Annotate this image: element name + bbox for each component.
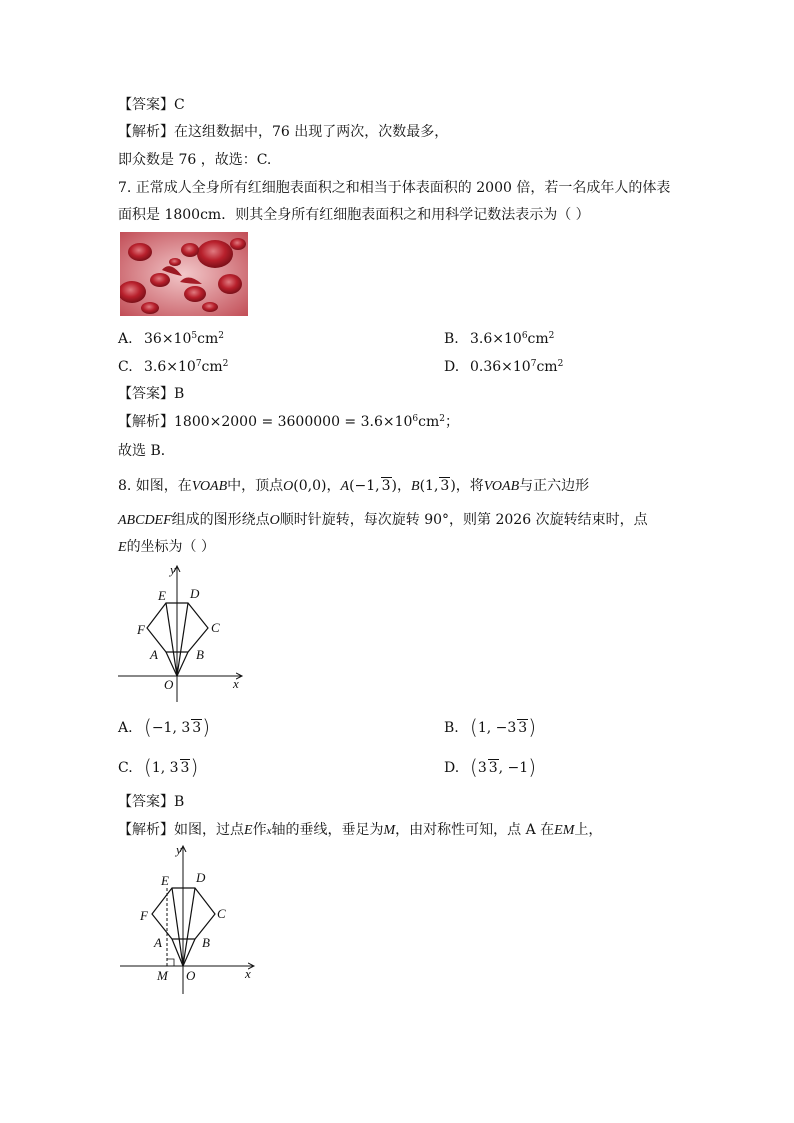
fig1-label-d: D [190, 586, 200, 601]
red-blood-cells-image [120, 232, 248, 316]
fig2-label-y: y [176, 842, 182, 857]
q8-figure [118, 562, 258, 707]
q8-answer: 【答案】B [118, 794, 185, 810]
fig1-label-o: O [164, 677, 174, 692]
fig2-label-d: D [196, 870, 206, 885]
q8-option-b[interactable]: B. (1, −3 3) [444, 715, 536, 739]
q8-analysis-figure [120, 842, 270, 997]
fig1-label-e: E [158, 588, 166, 603]
q8-stem-line3: E的坐标为（ ） [118, 539, 216, 555]
fig1-label-a: A [150, 647, 158, 662]
q8-analysis: 【解析】如图，过点E作x轴的垂线，垂足为M，由对称性可知，点 A 在EM上， [118, 822, 603, 838]
q8-option-d[interactable]: D. (3 3, −1) [444, 755, 537, 779]
fig2-label-e: E [161, 873, 169, 888]
fig2-label-x: x [245, 966, 251, 981]
fig1-label-y: y [170, 562, 176, 577]
fig2-label-a: A [154, 935, 162, 950]
fig2-label-o: O [186, 968, 196, 983]
q7-stem-line2: 面积是 1800cm．则其全身所有红细胞表面积之和用科学记数法表示为（ ） [118, 207, 590, 223]
q6-analysis-line1: 【解析】在这组数据中，76 出现了两次，次数最多， [118, 124, 449, 140]
q6-analysis-line2: 即众数是 76 ，故选：C. [118, 152, 272, 168]
fig2-label-m: M [157, 968, 168, 983]
fig1-label-b: B [196, 647, 204, 662]
q7-option-c[interactable]: C. $3.6\times 10^7cm^2$ [118, 359, 229, 375]
q7-answer: 【答案】B [118, 386, 185, 402]
q7-stem-line1: 7. 正常成人全身所有红细胞表面积之和相当于体表面积的 2000 倍，若一名成年人的体表 [118, 180, 671, 196]
fig2-label-c: C [217, 906, 226, 921]
q8-option-c[interactable]: C. (1, 3 3) [118, 755, 199, 779]
q8-option-a[interactable]: A. (−1, 3 3) [118, 715, 210, 739]
fig2-label-b: B [202, 935, 210, 950]
fig1-label-f: F [137, 622, 145, 637]
q7-analysis: 【解析】$1800\times 2000 = 3600000 = 3.6\times 10^6cm^2$； [118, 414, 460, 430]
q7-option-b[interactable]: B. $3.6\times 10^6cm^2$ [444, 331, 555, 347]
q7-option-a[interactable]: A. $36\times 10^5cm^2$ [118, 331, 224, 347]
q8-stem-line2: ABCDEF组成的图形绕点O顺时针旋转，每次旋转 90°，则第 2026 次旋转结束时，点 [118, 512, 648, 528]
q7-conclusion: 故选 B． [118, 443, 175, 459]
q8-stem-line1: 8. 如图，在VOAB中，顶点O(0,0)，A(−1, 3)，B(1, 3)，将VOAB与正六边形 [118, 478, 590, 494]
fig1-label-c: C [211, 620, 220, 635]
q7-option-d[interactable]: D. $0.36\times 10^7cm^2$ [444, 359, 564, 375]
fig2-label-f: F [140, 908, 148, 923]
fig1-label-x: x [233, 676, 239, 691]
q6-answer: 【答案】C [118, 97, 185, 113]
